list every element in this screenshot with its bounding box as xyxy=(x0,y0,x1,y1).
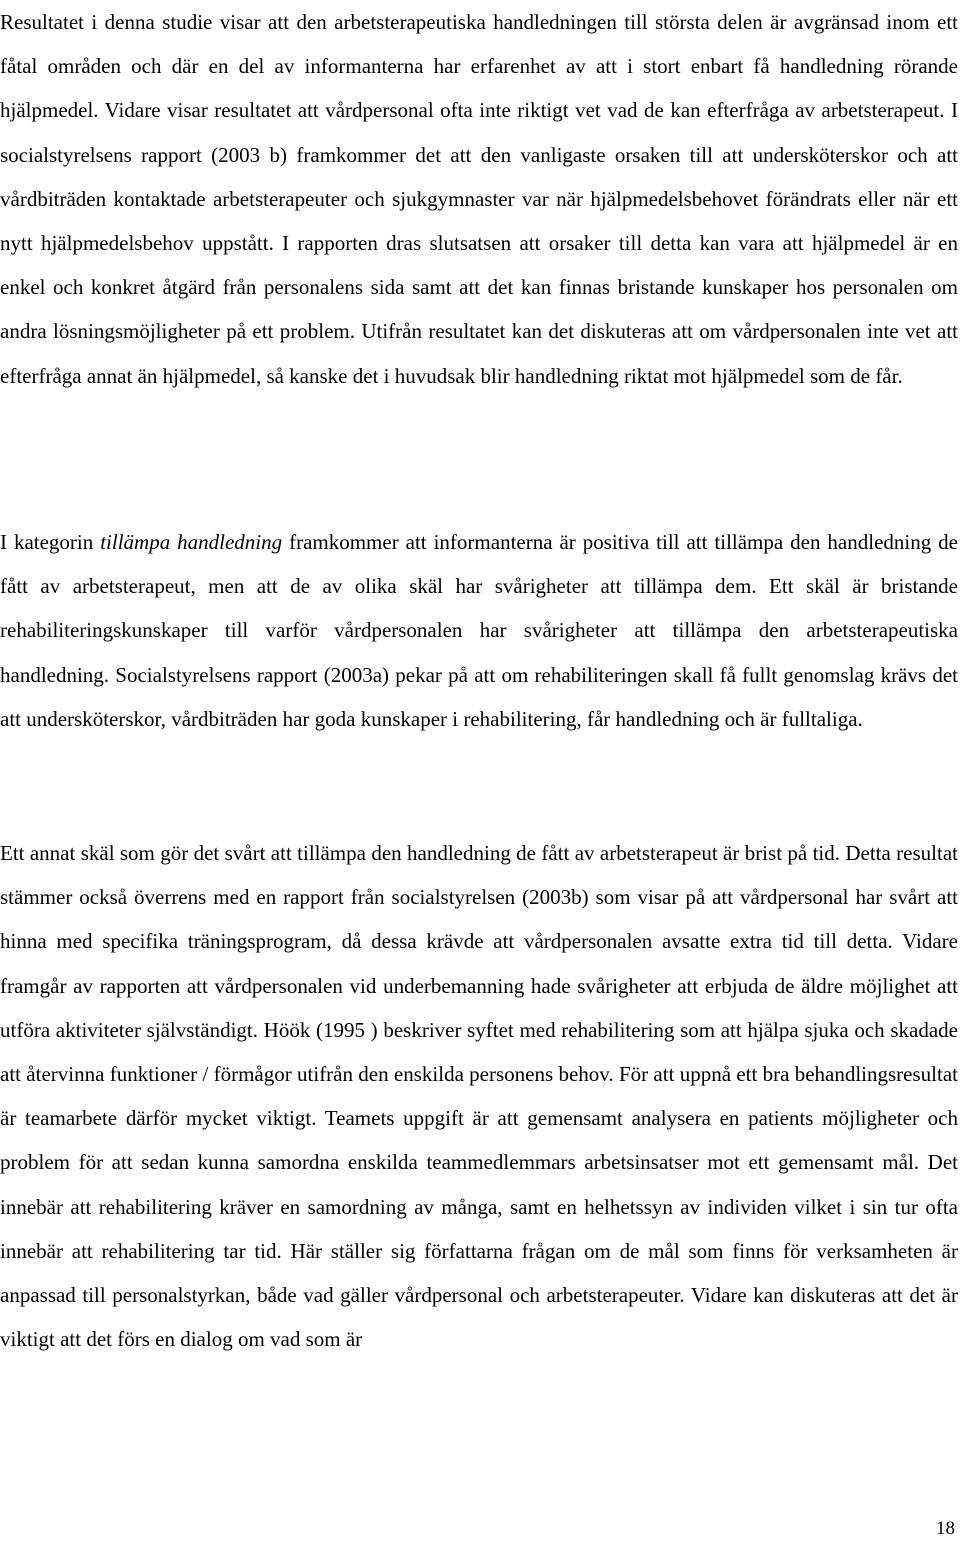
paragraph-apply-guidance xyxy=(0,520,958,741)
page-number: 18 xyxy=(936,1518,955,1539)
paragraph-results-discussion: Resultatet i denna studie visar att den arbetsterapeutiska handledningen till största delen är avgränsad inom ett fåtal områden och där en del av informanterna har erfarenhet av att i stort enbart få handledning rörande hjälpmedel. Vidare visar resultatet att vårdpersonal ofta inte riktigt vet vad de kan efterfråga av arbetsterapeut. I socialstyrelsens rapport (2003 b) framkommer det att den vanligaste orsaken till att undersköterskor och att vårdbiträden kontaktade arbetsterapeuter och sjukgymnaster var när hjälpmedelsbehovet förändrats eller när ett nytt hjälpmedelsbehov uppstått. I rapporten dras slutsatsen att orsaker till detta kan vara att hjälpmedel är en enkel och konkret åtgärd från personalens sida samt att det kan finnas bristande kunskaper hos personalen om andra lösningsmöjligheter på ett problem. Utifrån resultatet kan det diskuteras att om vårdpersonalen inte vet att efterfråga annat än hjälpmedel, så kanske det i huvudsak blir handledning riktat mot hjälpmedel som de får. xyxy=(0,10,958,388)
paragraph-time-constraints: Ett annat skäl som gör det svårt att tillämpa den handledning de fått av arbetsterapeut är brist på tid. Detta resultat stämmer också överrens med en rapport från socialstyrelsen (2003b) som visar på att vårdpersonal har svårt att hinna med specifika träningsprogram, då dessa krävde att vårdpersonalen avsatte extra tid till detta. Vidare framgår av rapporten att vårdpersonalen vid underbemanning hade svårigheter att erbjuda de äldre möjlighet att utföra aktiviteter självständigt. Höök (1995 ) beskriver syftet med rehabilitering som att hjälpa sjuka och skadade att återvinna funktioner / förmågor utifrån den enskilda personens behov. För att uppnå ett bra behandlingsresultat är teamarbete därför mycket viktigt. Teamets uppgift är att gemensamt analysera en patients möjligheter och problem för att sedan kunna samordna enskilda teammedlemmars arbetsinsatser mot ett gemensamt mål. Det innebär att rehabilitering kräver en samordning av många, samt en helhetssyn av individen vilket i sin tur ofta innebär att rehabilitering tar tid. Här ställer sig författarna frågan om de mål som finns för verksamheten är anpassad till personalstyrkan, både vad gäller vårdpersonal och arbetsterapeuter. Vidare kan diskuteras att det är viktigt att det förs en dialog om vad som är xyxy=(0,841,958,1352)
paragraph-text-before-italic: I kategorin xyxy=(0,530,101,554)
italic-category-term: tillämpa handledning xyxy=(100,530,283,554)
paragraph-text-after-italic: framkommer att informanterna är positiva till att tillämpa den handledning de fått av arbetsterapeut, men att de av olika skäl har svårigheter att tillämpa dem. Ett skäl är bristande rehabiliteringskunskaper till varför vårdpersonalen har svårigheter att tillämpa den arbetsterapeutiska handledning. Socialstyrelsens rapport (2003a) pekar på att om rehabiliteringen skall få fullt genomslag krävs det att undersköterskor, vårdbiträden har goda kunskaper i rehabilitering, får handledning och är fulltaliga. xyxy=(0,530,959,731)
